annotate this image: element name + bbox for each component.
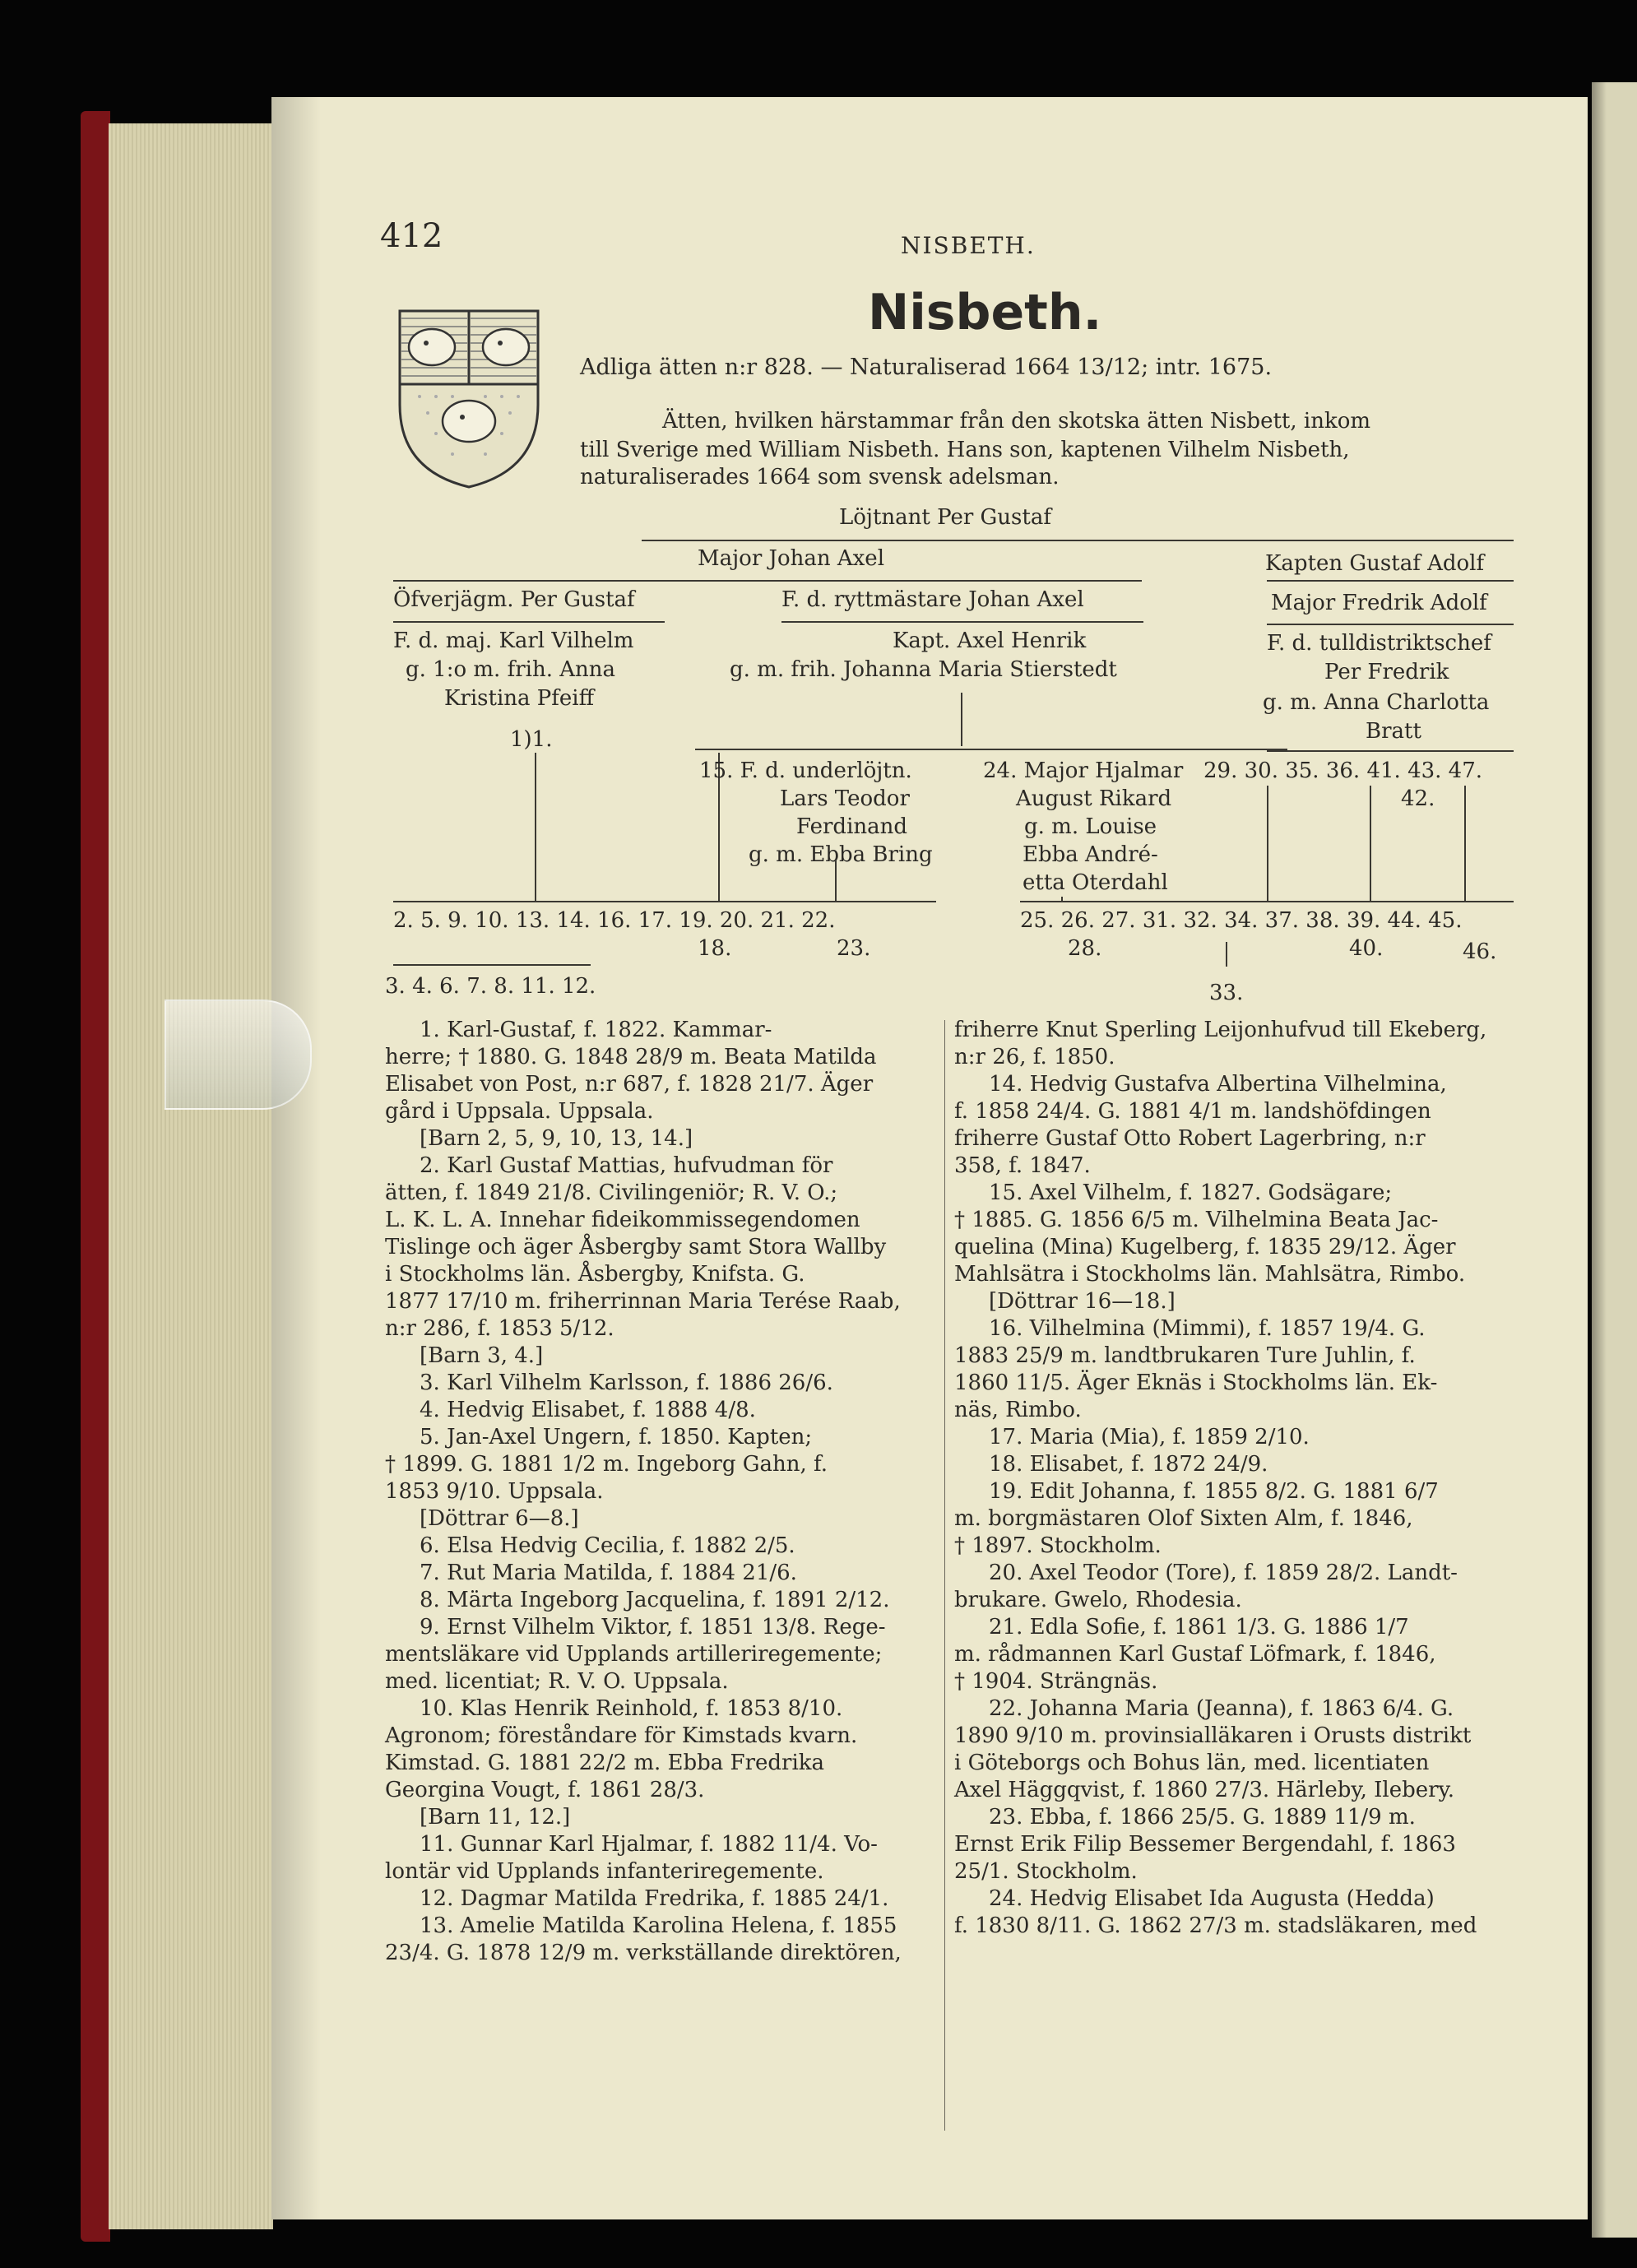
text-line: med. licentiat; R. V. O. Uppsala. xyxy=(385,1669,729,1694)
tree-gen3-a: Öfverjägm. Per Gustaf xyxy=(393,587,635,612)
text-line: 15. Axel Vilhelm, f. 1827. Godsägare; xyxy=(989,1180,1393,1205)
text-line: 1. Karl-Gustaf, f. 1822. Kammar- xyxy=(420,1018,772,1042)
tree-gen3-c: Major Fredrik Adolf xyxy=(1271,591,1487,615)
text-line: L. K. L. A. Innehar fideikommissegendomen xyxy=(385,1208,860,1232)
coat-of-arms-icon xyxy=(395,306,543,491)
intro-line-3: naturaliserades 1664 som svensk adelsman. xyxy=(580,465,1060,489)
tree-line xyxy=(1226,942,1227,967)
text-line: 2. Karl Gustaf Mattias, hufvudman för xyxy=(420,1153,833,1178)
text-line: gård i Uppsala. Uppsala. xyxy=(385,1099,654,1124)
text-line: i Stockholms län. Åsbergby, Knifsta. G. xyxy=(385,1262,805,1287)
tree-line xyxy=(1464,786,1466,901)
text-line: 10. Klas Henrik Reinhold, f. 1853 8/10. xyxy=(420,1696,843,1721)
tree-rule xyxy=(393,901,936,902)
text-line: Elisabet von Post, n:r 687, f. 1828 21/7. Äger xyxy=(385,1072,874,1097)
text-line: 8. Märta Ingeborg Jacquelina, f. 1891 2/12. xyxy=(420,1588,890,1612)
text-line: [Döttrar 16—18.] xyxy=(989,1289,1176,1314)
text-line: 1860 11/5. Äger Eknäs i Stockholms län. Ek- xyxy=(954,1371,1438,1395)
text-line: m. borgmästaren Olof Sixten Alm, f. 1846, xyxy=(954,1506,1413,1531)
tree-gen5b-4: Ebba André- xyxy=(1023,842,1158,867)
text-line: näs, Rimbo. xyxy=(954,1398,1082,1422)
tree-gen4c-1: F. d. tulldistriktschef xyxy=(1267,631,1491,656)
tree-rule xyxy=(1020,901,1514,902)
tree-gen5b-5: etta Oterdahl xyxy=(1023,870,1168,895)
tree-rule xyxy=(393,964,591,966)
tree-row-c: 3. 4. 6. 7. 8. 11. 12. xyxy=(385,974,596,999)
tree-gen4b-2: g. m. frih. Johanna Maria Stierstedt xyxy=(730,657,1117,682)
tree-gen5b-2: August Rikard xyxy=(1016,786,1172,811)
text-line: 12. Dagmar Matilda Fredrika, f. 1885 24/1. xyxy=(420,1886,889,1911)
text-line: 16. Vilhelmina (Mimmi), f. 1857 19/4. G. xyxy=(989,1316,1426,1341)
text-line: quelina (Mina) Kugelberg, f. 1835 29/12. Äger xyxy=(954,1235,1456,1259)
tree-rule xyxy=(781,621,1143,623)
tree-row-a2-2: 23. xyxy=(837,936,871,961)
text-line: 1853 9/10. Uppsala. xyxy=(385,1479,604,1504)
page-clip xyxy=(165,999,312,1110)
tree-gen5a-4: g. m. Ebba Bring xyxy=(749,842,933,867)
text-line: Kimstad. G. 1881 22/2 m. Ebba Fredrika xyxy=(385,1751,825,1775)
tree-rule xyxy=(642,540,1514,541)
tree-gen5a-3: Ferdinand xyxy=(796,814,908,839)
text-line: [Döttrar 6—8.] xyxy=(420,1506,579,1531)
tree-rule xyxy=(1267,624,1514,625)
text-line: Georgina Vougt, f. 1861 28/3. xyxy=(385,1778,705,1802)
tree-gen4c-3: g. m. Anna Charlotta xyxy=(1263,690,1490,715)
text-line: Mahlsätra i Stockholms län. Mahlsätra, Rimbo. xyxy=(954,1262,1466,1287)
tree-line xyxy=(1267,786,1268,901)
text-line: i Göteborgs och Bohus län, med. licentiaten xyxy=(954,1751,1430,1775)
text-line: 1890 9/10 m. provinsialläkaren i Orusts distrikt xyxy=(954,1723,1472,1748)
tree-root: Löjtnant Per Gustaf xyxy=(839,505,1051,530)
text-line: † 1885. G. 1856 6/5 m. Vilhelmina Beata Jac- xyxy=(954,1208,1439,1232)
tree-n1: 1)1. xyxy=(510,727,553,752)
text-line: 9. Ernst Vilhelm Viktor, f. 1851 13/8. Rege- xyxy=(420,1615,886,1640)
tree-rule xyxy=(393,621,665,623)
text-line: Agronom; föreståndare för Kimstads kvarn. xyxy=(385,1723,858,1748)
text-line: Axel Häggqvist, f. 1860 27/3. Härleby, Ilebery. xyxy=(954,1778,1455,1802)
book-cover-edge xyxy=(81,111,110,2242)
tree-line xyxy=(535,753,536,901)
text-line: 14. Hedvig Gustafva Albertina Vilhelmina, xyxy=(989,1072,1447,1097)
tree-gen5a-1: 15. F. d. underlöjtn. xyxy=(699,758,912,783)
text-line: 25/1. Stockholm. xyxy=(954,1859,1138,1884)
tree-gen2-a: Major Johan Axel xyxy=(698,546,885,571)
text-line: † 1904. Strängnäs. xyxy=(954,1669,1158,1694)
tree-row-b2-1: 28. xyxy=(1068,936,1102,961)
text-line: 11. Gunnar Karl Hjalmar, f. 1882 11/4. Vo- xyxy=(420,1832,878,1857)
tree-row-b2-2: 40. xyxy=(1349,936,1384,961)
tree-rule xyxy=(1267,750,1514,752)
tree-n42: 42. xyxy=(1401,786,1435,811)
text-line: [Barn 11, 12.] xyxy=(420,1805,571,1830)
text-line: 7. Rut Maria Matilda, f. 1884 21/6. xyxy=(420,1561,797,1585)
tree-rule xyxy=(1267,580,1514,582)
tree-gen4a-2: g. 1:o m. frih. Anna xyxy=(406,657,615,682)
text-line: 1883 25/9 m. landtbrukaren Ture Juhlin, f. xyxy=(954,1343,1416,1368)
text-line: 4. Hedvig Elisabet, f. 1888 4/8. xyxy=(420,1398,756,1422)
tree-row-b: 25. 26. 27. 31. 32. 34. 37. 38. 39. 44. 45. xyxy=(1020,908,1463,933)
text-line: ätten, f. 1849 21/8. Civilingeniör; R. V. O.; xyxy=(385,1180,838,1205)
tree-line xyxy=(1370,786,1371,901)
tree-row-a2-1: 18. xyxy=(698,936,732,961)
text-line: † 1897. Stockholm. xyxy=(954,1533,1162,1558)
page-stack xyxy=(109,123,273,2229)
running-head: NISBETH. xyxy=(901,232,1036,259)
text-line: 3. Karl Vilhelm Karlsson, f. 1886 26/6. xyxy=(420,1371,833,1395)
text-line: † 1899. G. 1881 1/2 m. Ingeborg Gahn, f. xyxy=(385,1452,828,1477)
text-line: brukare. Gwelo, Rhodesia. xyxy=(954,1588,1242,1612)
tree-n33: 33. xyxy=(1209,981,1244,1005)
text-line: friherre Knut Sperling Leijonhufvud till Ekeberg, xyxy=(954,1018,1487,1042)
tree-row-a: 2. 5. 9. 10. 13. 14. 16. 17. 19. 20. 21. 22. xyxy=(393,908,836,933)
text-line: friherre Gustaf Otto Robert Lagerbring, n:r xyxy=(954,1126,1426,1151)
text-line: f. 1858 24/4. G. 1881 4/1 m. landshöfdingen xyxy=(954,1099,1431,1124)
text-line: n:r 26, f. 1850. xyxy=(954,1045,1115,1069)
tree-gen5b-3: g. m. Louise xyxy=(1024,814,1157,839)
text-line: 22. Johanna Maria (Jeanna), f. 1863 6/4. G. xyxy=(989,1696,1454,1721)
text-line: n:r 286, f. 1853 5/12. xyxy=(385,1316,614,1341)
next-page-edge xyxy=(1592,82,1637,2238)
tree-rule xyxy=(695,749,1287,750)
tree-rule xyxy=(393,580,1142,582)
right-column xyxy=(954,1017,1486,1940)
tree-gen4c-4: Bratt xyxy=(1366,719,1421,744)
text-line: 17. Maria (Mia), f. 1859 2/10. xyxy=(989,1425,1310,1449)
column-divider xyxy=(944,1020,945,2131)
tree-line xyxy=(835,860,837,901)
text-line: 21. Edla Sofie, f. 1861 1/3. G. 1886 1/7 xyxy=(989,1615,1409,1640)
tree-gen3-b: F. d. ryttmästare Johan Axel xyxy=(781,587,1084,612)
intro-line-1: Ätten, hvilken härstammar från den skotska ätten Nisbett, inkom xyxy=(662,409,1371,434)
intro-line-2: till Sverige med William Nisbeth. Hans son, kaptenen Vilhelm Nisbeth, xyxy=(580,438,1350,462)
text-line: Tislinge och äger Åsbergby samt Stora Wallby xyxy=(385,1235,887,1259)
tree-gen4b-1: Kapt. Axel Henrik xyxy=(893,628,1087,653)
text-line: 5. Jan-Axel Ungern, f. 1850. Kapten; xyxy=(420,1425,813,1449)
text-line: 358, f. 1847. xyxy=(954,1153,1091,1178)
text-line: 24. Hedvig Elisabet Ida Augusta (Hedda) xyxy=(989,1886,1435,1911)
text-line: 20. Axel Teodor (Tore), f. 1859 28/2. Landt- xyxy=(989,1561,1458,1585)
tree-gen4a-3: Kristina Pfeiff xyxy=(444,686,595,711)
family-title: Nisbeth. xyxy=(868,284,1102,341)
tree-line xyxy=(961,693,962,746)
text-line: 6. Elsa Hedvig Cecilia, f. 1882 2/5. xyxy=(420,1533,795,1558)
text-line: f. 1830 8/11. G. 1862 27/3 m. stadsläkaren, med xyxy=(954,1913,1477,1938)
text-line: mentsläkare vid Upplands artilleriregemente; xyxy=(385,1642,883,1667)
text-line: 23/4. G. 1878 12/9 m. verkställande direktören, xyxy=(385,1941,902,1965)
page-number: 412 xyxy=(380,217,443,255)
tree-nums-top: 29. 30. 35. 36. 41. 43. 47. xyxy=(1203,758,1483,783)
text-line: herre; † 1880. G. 1848 28/9 m. Beata Matilda xyxy=(385,1045,877,1069)
text-line: 19. Edit Johanna, f. 1855 8/2. G. 1881 6/7 xyxy=(989,1479,1439,1504)
text-line: Ernst Erik Filip Bessemer Bergendahl, f. 1863 xyxy=(954,1832,1456,1857)
tree-row-b2-3: 46. xyxy=(1463,939,1497,964)
text-line: [Barn 2, 5, 9, 10, 13, 14.] xyxy=(420,1126,693,1151)
text-line: lontär vid Upplands infanteriregemente. xyxy=(385,1859,824,1884)
tree-gen5a-2: Lars Teodor xyxy=(780,786,910,811)
family-subtitle: Adliga ätten n:r 828. — Naturaliserad 1664 13/12; intr. 1675. xyxy=(580,355,1273,380)
tree-gen5b-1: 24. Major Hjalmar xyxy=(983,758,1184,783)
text-line: 1877 17/10 m. friherrinnan Maria Terése Raab, xyxy=(385,1289,901,1314)
text-line: m. rådmannen Karl Gustaf Löfmark, f. 1846, xyxy=(954,1642,1436,1667)
tree-gen4a-1: F. d. maj. Karl Vilhelm xyxy=(393,628,634,653)
tree-gen4c-2: Per Fredrik xyxy=(1324,660,1449,684)
tree-gen2-b: Kapten Gustaf Adolf xyxy=(1265,551,1485,576)
text-line: 18. Elisabet, f. 1872 24/9. xyxy=(989,1452,1268,1477)
text-line: 13. Amelie Matilda Karolina Helena, f. 1855 xyxy=(420,1913,897,1938)
text-line: [Barn 3, 4.] xyxy=(420,1343,544,1368)
left-column xyxy=(385,1017,902,1967)
text-line: 23. Ebba, f. 1866 25/5. G. 1889 11/9 m. xyxy=(989,1805,1416,1830)
